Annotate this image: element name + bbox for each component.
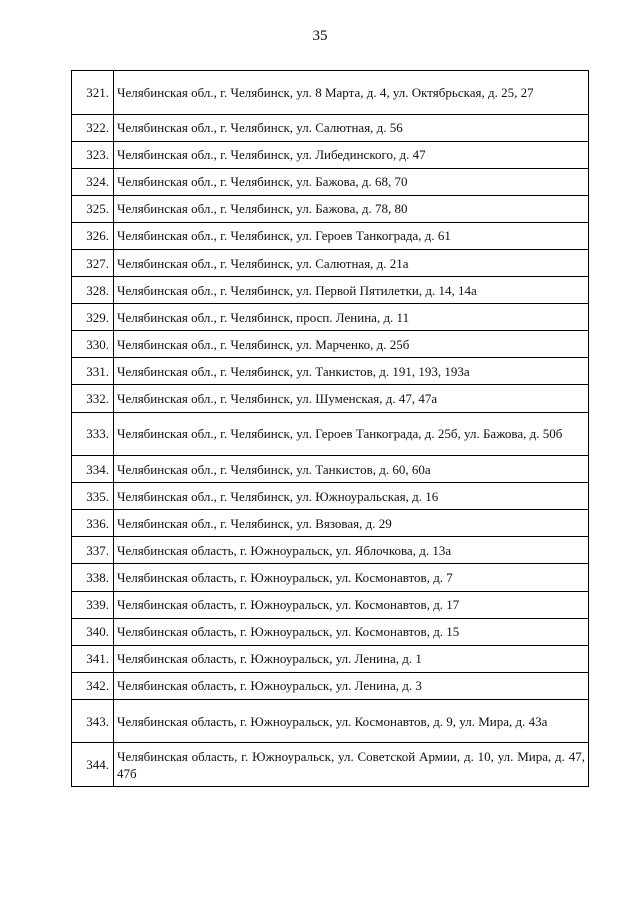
table-row — [72, 743, 589, 787]
row-address: Челябинская обл., г. Челябинск, ул. Салютная, д. 21а — [114, 249, 589, 276]
table-row — [72, 483, 589, 510]
row-address: Челябинская обл., г. Челябинск, ул. Шуменская, д. 47, 47а — [114, 385, 589, 412]
row-address: Челябинская область, г. Южноуральск, ул. Советской Армии, д. 10, ул. Мира, д. 47, 47б — [114, 743, 589, 787]
row-address: Челябинская обл., г. Челябинск, ул. Марченко, д. 25б — [114, 331, 589, 358]
table-row — [72, 456, 589, 483]
row-number: 327. — [72, 249, 114, 276]
table-row — [72, 114, 589, 141]
table-row — [72, 510, 589, 537]
row-address: Челябинская обл., г. Челябинск, ул. 8 Марта, д. 4, ул. Октябрьская, д. 25, 27 — [114, 71, 589, 115]
row-number: 342. — [72, 672, 114, 699]
row-address: Челябинская обл., г. Челябинск, просп. Ленина, д. 11 — [114, 304, 589, 331]
row-number: 333. — [72, 412, 114, 456]
row-address: Челябинская область, г. Южноуральск, ул. Космонавтов, д. 7 — [114, 564, 589, 591]
row-address: Челябинская обл., г. Челябинск, ул. Либединского, д. 47 — [114, 141, 589, 168]
row-number: 339. — [72, 591, 114, 618]
row-address: Челябинская обл., г. Челябинск, ул. Героев Танкограда, д. 61 — [114, 222, 589, 249]
table-row — [72, 699, 589, 743]
table-row — [72, 618, 589, 645]
table-row — [72, 277, 589, 304]
row-number: 325. — [72, 195, 114, 222]
address-table — [71, 70, 589, 787]
table-row — [72, 195, 589, 222]
table-row — [72, 141, 589, 168]
row-address: Челябинская обл., г. Челябинск, ул. Вязовая, д. 29 — [114, 510, 589, 537]
table-row — [72, 385, 589, 412]
row-number: 323. — [72, 141, 114, 168]
row-address: Челябинская область, г. Южноуральск, ул. Ленина, д. 3 — [114, 672, 589, 699]
table-row — [72, 222, 589, 249]
row-number: 334. — [72, 456, 114, 483]
row-number: 329. — [72, 304, 114, 331]
page-number: 35 — [312, 28, 328, 44]
table-row — [72, 672, 589, 699]
table-row — [72, 331, 589, 358]
row-number: 324. — [72, 168, 114, 195]
table-row — [72, 304, 589, 331]
table-row — [72, 71, 589, 115]
row-number: 337. — [72, 537, 114, 564]
row-number: 330. — [72, 331, 114, 358]
table-row — [72, 537, 589, 564]
row-number: 341. — [72, 645, 114, 672]
row-address: Челябинская область, г. Южноуральск, ул. Космонавтов, д. 9, ул. Мира, д. 43а — [114, 699, 589, 743]
table-row — [72, 591, 589, 618]
row-address: Челябинская обл., г. Челябинск, ул. Танкистов, д. 60, 60а — [114, 456, 589, 483]
row-address: Челябинская обл., г. Челябинск, ул. Бажова, д. 78, 80 — [114, 195, 589, 222]
address-table-body — [72, 71, 589, 787]
row-number: 335. — [72, 483, 114, 510]
row-number: 331. — [72, 358, 114, 385]
row-address: Челябинская область, г. Южноуральск, ул. Космонавтов, д. 15 — [114, 618, 589, 645]
row-number: 332. — [72, 385, 114, 412]
row-number: 344. — [72, 743, 114, 787]
table-row — [72, 249, 589, 276]
row-address: Челябинская обл., г. Челябинск, ул. Первой Пятилетки, д. 14, 14а — [114, 277, 589, 304]
row-address: Челябинская обл., г. Челябинск, ул. Салютная, д. 56 — [114, 114, 589, 141]
row-address: Челябинская область, г. Южноуральск, ул. Яблочкова, д. 13а — [114, 537, 589, 564]
row-number: 340. — [72, 618, 114, 645]
row-number: 322. — [72, 114, 114, 141]
table-row — [72, 358, 589, 385]
table-row — [72, 168, 589, 195]
table-row — [72, 564, 589, 591]
row-number: 321. — [72, 71, 114, 115]
table-row — [72, 645, 589, 672]
row-address: Челябинская обл., г. Челябинск, ул. Южноуральская, д. 16 — [114, 483, 589, 510]
row-number: 343. — [72, 699, 114, 743]
row-address: Челябинская обл., г. Челябинск, ул. Танкистов, д. 191, 193, 193а — [114, 358, 589, 385]
table-row — [72, 412, 589, 456]
row-number: 326. — [72, 222, 114, 249]
row-address: Челябинская обл., г. Челябинск, ул. Героев Танкограда, д. 25б, ул. Бажова, д. 50б — [114, 412, 589, 456]
row-address: Челябинская область, г. Южноуральск, ул. Ленина, д. 1 — [114, 645, 589, 672]
row-number: 336. — [72, 510, 114, 537]
row-address: Челябинская область, г. Южноуральск, ул. Космонавтов, д. 17 — [114, 591, 589, 618]
row-number: 328. — [72, 277, 114, 304]
row-number: 338. — [72, 564, 114, 591]
row-address: Челябинская обл., г. Челябинск, ул. Бажова, д. 68, 70 — [114, 168, 589, 195]
